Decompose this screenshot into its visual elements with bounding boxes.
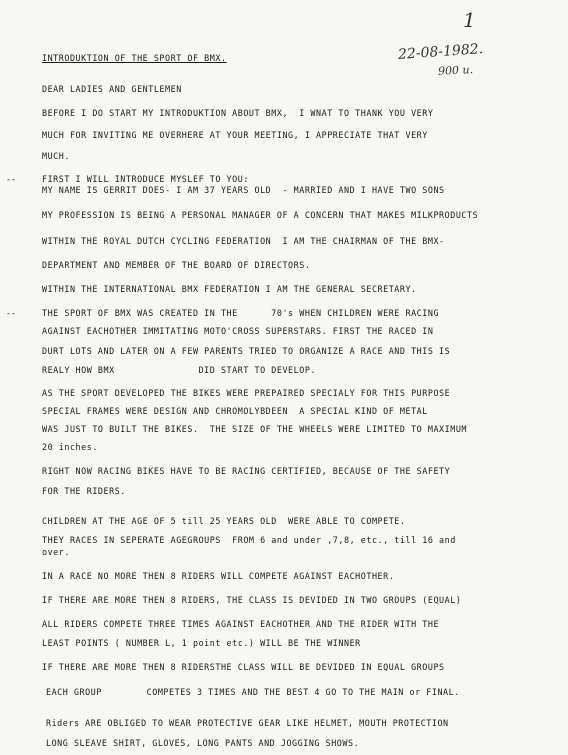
text-line: DURT LOTS AND LATER ON A FEW PARENTS TRIED TO ORGANIZE A RACE AND THIS IS (42, 346, 451, 356)
text-line: FIRST I WILL INTRODUCE MYSLEF TO YOU: (42, 174, 249, 184)
text-line: 20 inches. (42, 442, 98, 452)
text-line: FOR THE RIDERS. (42, 486, 126, 496)
handwritten-date: 22-08-1982. (397, 41, 484, 63)
text-line: DEPARTMENT AND MEMBER OF THE BOARD OF DIRECTORS. (42, 260, 311, 270)
text-line: WITHIN THE INTERNATIONAL BMX FEDERATION I AM THE GENERAL SECRETARY. (42, 284, 417, 294)
document-title: INTRODUKTION OF THE SPORT OF BMX. (42, 53, 227, 63)
text-line: BEFORE I DO START MY INTRODUKTION ABOUT BMX, I WNAT TO THANK YOU VERY (42, 108, 434, 118)
handwritten-page-number: 1 (463, 8, 476, 32)
handwritten-time: 900 u. (437, 63, 474, 78)
text-line: AGAINST EACHOTHER IMMITATING MOTO'CROSS SUPERSTARS. FIRST THE RACED IN (42, 326, 434, 336)
text-line: MY NAME IS GERRIT DOES- I AM 37 YEARS OLD - MARRIED AND I HAVE TWO SONS (42, 185, 445, 195)
margin-mark: -- (6, 308, 17, 318)
margin-mark: -- (6, 174, 17, 184)
text-line: REALY HOW BMX DID START TO DEVELOP. (42, 365, 317, 375)
text-line: MY PROFESSION IS BEING A PERSONAL MANAGER OF A CONCERN THAT MAKES MILKPRODUCTS (42, 210, 479, 220)
text-line: over. (42, 547, 70, 557)
text-line: MUCH FOR INVITING ME OVERHERE AT YOUR MEETING, I APPRECIATE THAT VERY (42, 130, 428, 140)
text-line: SPECIAL FRAMES WERE DESIGN AND CHROMOLYBDEEN A SPECIAL KIND OF METAL (42, 406, 428, 416)
text-line: EACH GROUP COMPETES 3 TIMES AND THE BEST 4 GO TO THE MAIN or FINAL. (46, 687, 460, 697)
text-line: AS THE SPORT DEVELOPED THE BIKES WERE PREPAIRED SPECIALY FOR THIS PURPOSE (42, 388, 451, 398)
text-line: Riders ARE OBLIGED TO WEAR PROTECTIVE GEAR LIKE HELMET, MOUTH PROTECTION (46, 718, 449, 728)
text-line: WAS JUST TO BUILT THE BIKES. THE SIZE OF THE WHEELS WERE LIMITED TO MAXIMUM (42, 424, 468, 434)
text-line: LONG SLEAVE SHIRT, GLOVES, LONG PANTS AND JOGGING SHOWS. (46, 738, 360, 748)
text-line: CHILDREN AT THE AGE OF 5 till 25 YEARS OLD WERE ABLE TO COMPETE. (42, 516, 406, 526)
text-line: THEY RACES IN SEPERATE AGEGROUPS FROM 6 and under ,7,8, etc., till 16 and (42, 535, 456, 545)
text-line: IN A RACE NO MORE THEN 8 RIDERS WILL COMPETE AGAINST EACHOTHER. (42, 571, 395, 581)
text-line: WITHIN THE ROYAL DUTCH CYCLING FEDERATION I AM THE CHAIRMAN OF THE BMX- (42, 236, 445, 246)
text-line: RIGHT NOW RACING BIKES HAVE TO BE RACING CERTIFIED, BECAUSE OF THE SAFETY (42, 466, 451, 476)
salutation: DEAR LADIES AND GENTLEMEN (42, 84, 182, 94)
text-line: THE SPORT OF BMX WAS CREATED IN THE 70's WHEN CHILDREN WERE RACING (42, 308, 440, 318)
text-line: MUCH. (42, 151, 70, 161)
text-line: IF THERE ARE MORE THEN 8 RIDERS, THE CLASS IS DEVIDED IN TWO GROUPS (EQUAL) (42, 595, 462, 605)
text-line: LEAST POINTS ( NUMBER L, 1 point etc.) WILL BE THE WINNER (42, 638, 361, 648)
text-line: IF THERE ARE MORE THEN 8 RIDERSTHE CLASS WILL BE DEVIDED IN EQUAL GROUPS (42, 662, 445, 672)
text-line: ALL RIDERS COMPETE THREE TIMES AGAINST EACHOTHER AND THE RIDER WITH THE (42, 619, 440, 629)
